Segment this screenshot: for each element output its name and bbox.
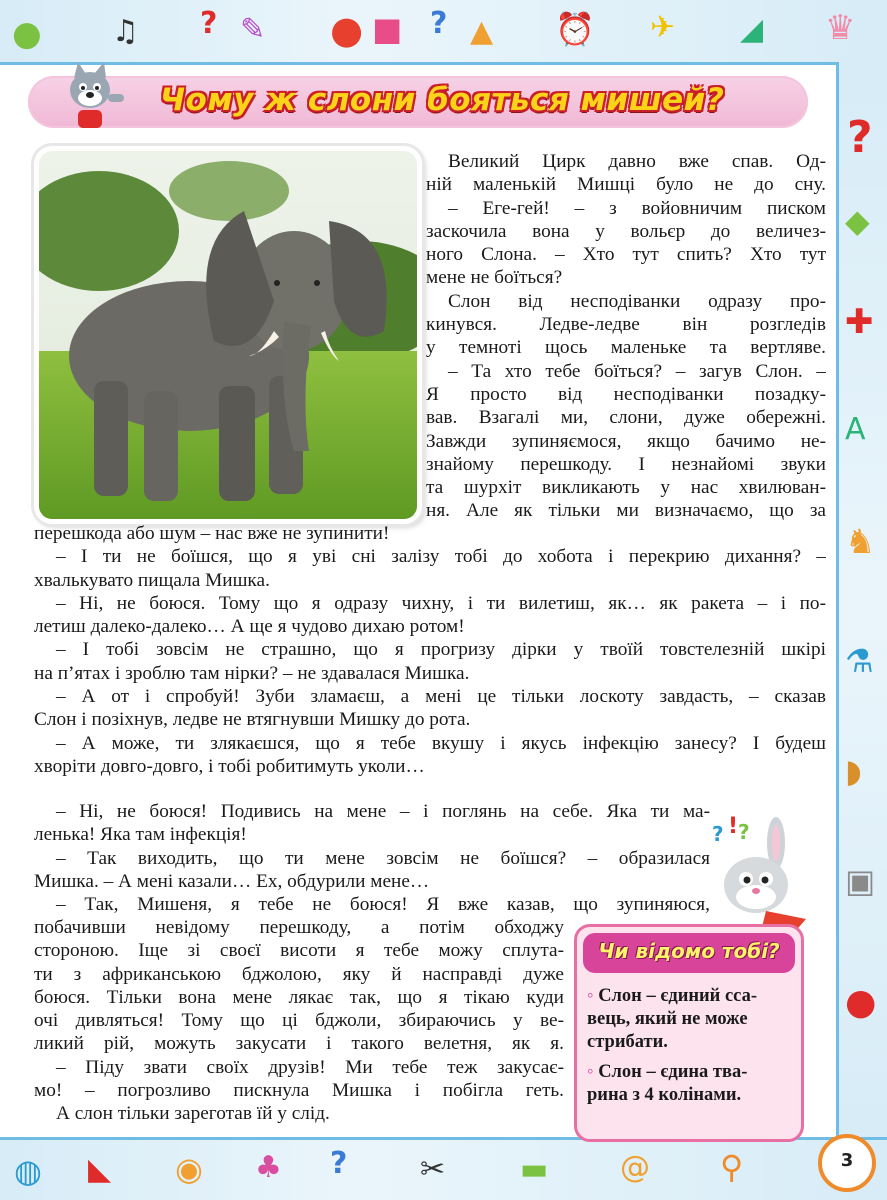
right-decor-border (836, 62, 887, 1142)
story-line: – А от і спробуй! Зуби зламаєш, а мені це тільки лоскоту завдасть, – сказав (56, 686, 826, 708)
story-line: – Так виходить, що ти мене зовсім не боїшся? – образилася (56, 847, 710, 869)
story-line: Слон і позіхнув, ледве не втягнувши Мишку до рота. (34, 709, 471, 731)
story-line: – Так, Мишеня, я тебе не боюся! Я вже казав, що зупиняюся, (56, 894, 710, 916)
story-line: у темноті щось маленьке та вертляве. (426, 337, 826, 359)
story-line: А слон тільки зареготав їй у слід. (56, 1103, 330, 1125)
question-mark-icon: ? (847, 112, 873, 163)
svg-text:?: ? (712, 822, 724, 846)
apple-icon: ● (12, 14, 42, 54)
story-line: перешкода або шум – нас вже не зупинити! (34, 523, 390, 544)
story-line: Слон від несподіванки одразу про- (448, 290, 826, 312)
story-line: – Та хто тебе боїться? – загув Слон. – (448, 360, 826, 382)
story-line: та шурхіт викликають у нас хвилюван- (426, 477, 826, 499)
helicopter-icon: ✈ (650, 10, 676, 45)
snail-icon: @ (620, 1150, 650, 1185)
story-line: – Ні, не боюся. Тому що я одразу чихну, і ти вилетиш, як… як ракета – і по- (56, 592, 826, 614)
question-mark-icon: ? (330, 1146, 348, 1181)
dinosaur-icon: ◆ (845, 202, 870, 240)
fact-box-title: Чи відомо тобі? (598, 939, 780, 963)
story-line: кинувся. Ледве-ледве він розгледів (426, 314, 826, 336)
story-line: ленька! Яка там інфекція! (34, 824, 247, 846)
bunny-mascot-icon (706, 815, 816, 935)
story-line: на п’ятах і зроблю там нірки? – не здавалася Мишка. (34, 662, 470, 684)
globe-icon: ◍ (14, 1152, 42, 1190)
story-line: летиш далеко-далеко… А ще я чудово дихаю ротом! (34, 616, 465, 638)
fact-box (574, 924, 804, 1142)
croissant-icon: ◗ (845, 752, 862, 790)
robot-icon: ▣ (845, 862, 876, 900)
story-mid-column (34, 800, 710, 916)
story-line: – Ні, не боюся! Подивись на мене – і поглянь на себе. Яка ти ма- (56, 801, 710, 822)
cake-icon: ♛ (825, 8, 856, 48)
question-mark-icon: ? (200, 6, 218, 41)
story-line: Завжди зупиняємося, якщо бачимо не- (426, 430, 826, 452)
story-line: знайому перешкоду. І незнайомі звуки (426, 453, 826, 475)
story-line: мо! – погрозливо пискнула Мишка і побігла геть. (34, 1080, 564, 1102)
story-line: вав. Взагалі ми, слони, дуже обережні. (426, 407, 826, 429)
story-line: ня. Але як тільки ми визначаємо, що за (426, 500, 826, 522)
puzzle-icon: ✚ (845, 302, 874, 342)
elephant-photo (34, 146, 422, 524)
story-line: – А може, ти злякаєшся, що я тебе вкушу і якусь інфекцію занесу? І будеш (56, 732, 826, 754)
triangle-ruler-icon: ◢ (740, 12, 764, 47)
story-full-width (34, 522, 826, 778)
story-line: побачивши невідому перешкоду, а потім обходжу (34, 917, 564, 938)
svg-text:!: ! (728, 815, 739, 839)
story-line: – Еге-гей! – з войовничим писком (448, 197, 826, 219)
fact-item: ◦ Слон – єдиний сса- вець, який не може стрибати. (587, 986, 758, 1052)
pizza-icon: ▲ (470, 14, 494, 49)
story-line: хвалькувато пищала Мишка. (34, 569, 270, 591)
toy-cube-icon: ■ (372, 10, 403, 48)
ball-icon: ● (330, 8, 364, 52)
story-line: Я просто від несподіванки позадку- (426, 383, 826, 405)
story-line: боюся. Тільки вона мене лякає так, що я тікаю куди (34, 986, 564, 1008)
top-decor-border (0, 0, 887, 65)
story-line: очі дивляться! Тому що ці бджоли, збираючись у ве- (34, 1010, 564, 1032)
bullet-icon: ◦ (587, 986, 594, 1006)
letter-block-icon: A (845, 412, 866, 447)
story-left-column (34, 916, 564, 1126)
story-line: ній маленькій Мишці було не до сну. (426, 174, 826, 196)
cupcake-icon: ♣ (255, 1150, 282, 1185)
story-line: – Піду звати своїх друзів! Ми тебе теж закусає- (56, 1056, 564, 1078)
story-line: заскочила вона у вольєр до величез- (426, 220, 826, 242)
page-title: Чому ж слони бояться мишей? (160, 82, 725, 118)
flask-icon: ⚗ (845, 642, 874, 680)
question-mark-icon: ? (430, 6, 448, 41)
story-line: – І ти не боїшся, що я уві сні залізу тобі до хобота і перекрию дихання? – (56, 546, 826, 568)
page-number-badge (818, 1134, 876, 1192)
story-line: Мишка. – А мені казали… Ех, обдурили мене… (34, 870, 430, 892)
palette-icon: ◉ (175, 1150, 203, 1188)
story-line: – І тобі зовсім не страшно, що я прогризу дірки у твоїй товстелезній шкірі (56, 639, 826, 661)
story-line: Великий Цирк давно вже спав. Од- (448, 151, 826, 172)
story-line: ного Слона. – Хто тут спить? Хто тут (426, 244, 826, 266)
story-line: ликий рій, можуть закусати і такого велетня, як я. (34, 1033, 564, 1055)
story-right-column (426, 150, 826, 523)
page-number: 3 (840, 1150, 854, 1171)
magnifier-icon: ⚲ (720, 1148, 744, 1186)
bottom-decor-border (0, 1137, 887, 1200)
fact-item: ◦ Слон – єдина тва- рина з 4 колінами. (587, 1062, 748, 1105)
wolf-mascot-icon (52, 60, 132, 140)
fact-box-header (583, 933, 795, 973)
bullet-icon: ◦ (587, 1062, 594, 1082)
apple-icon: ● (845, 982, 877, 1023)
story-line: хворіти довго-довго, і тобі робитимуть уколи… (34, 755, 425, 777)
svg-text:?: ? (738, 820, 750, 844)
skateboard-icon: ▬ (520, 1152, 549, 1187)
music-notes-icon: ♫ (112, 14, 139, 49)
crayon-icon: ✎ (240, 12, 266, 47)
ruler-icon: ◣ (88, 1152, 112, 1187)
alarm-clock-icon: ⏰ (555, 10, 595, 48)
story-line: ти з африканською бджолою, яку й насправді дуже (34, 963, 564, 985)
story-line: мене не боїться? (426, 267, 563, 289)
giraffe-icon: ♞ (845, 522, 876, 562)
scissors-icon: ✂ (420, 1152, 446, 1187)
story-line: стороною. Іще зі своєї висоти я тебе можу сплута- (34, 940, 564, 962)
